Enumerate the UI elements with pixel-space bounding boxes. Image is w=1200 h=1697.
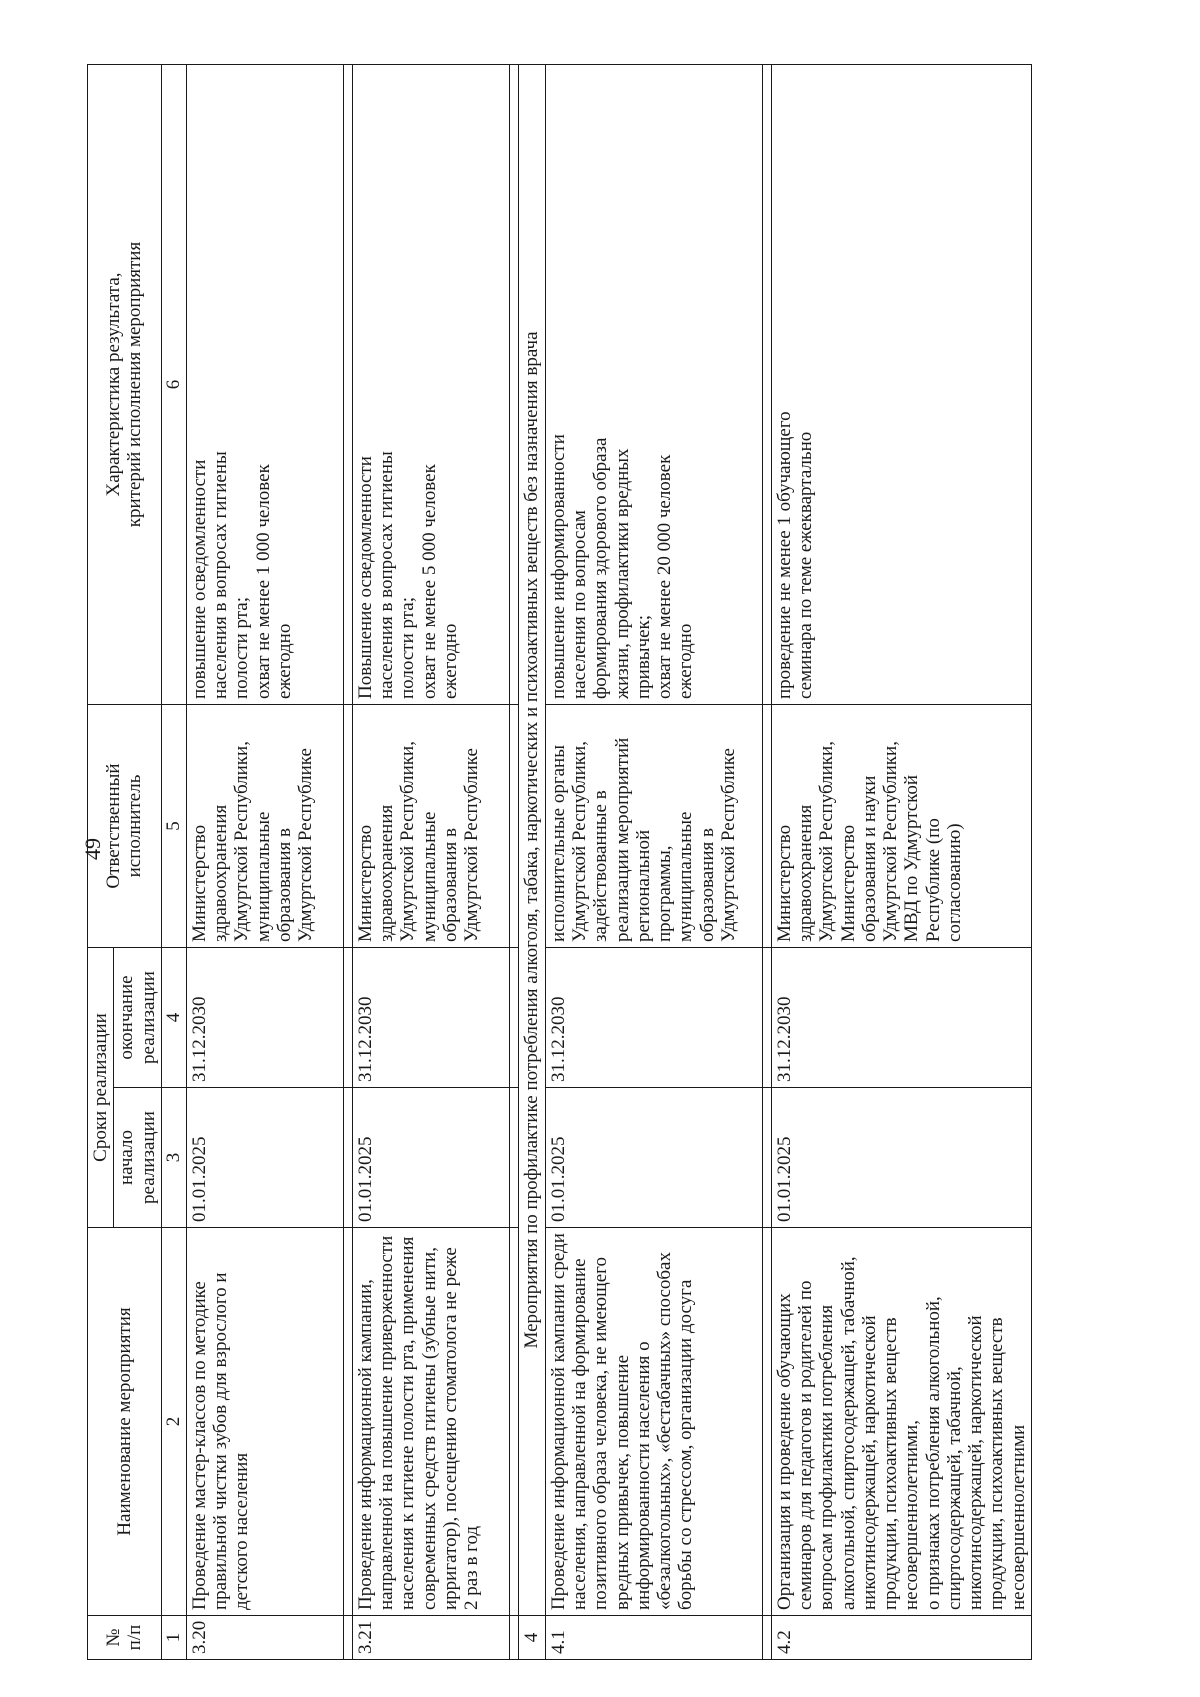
section-title: Мероприятия по профилактике потребления алкоголя, табака, наркотических и психоактивных веществ без назначения врача bbox=[518, 64, 545, 1615]
row-gap bbox=[509, 64, 518, 1659]
section-row bbox=[518, 64, 545, 1659]
table-row bbox=[545, 64, 762, 1659]
rotated-table-container bbox=[87, 65, 1144, 1660]
header-name: Наименование мероприятия bbox=[87, 1227, 161, 1615]
result: повышение осведомленности населения в вопросах гигиены полости рта; охват не менее 1 000 человек ежегодно bbox=[186, 64, 343, 704]
end-date: 31.12.2030 bbox=[545, 947, 762, 1087]
result: проведение не менее 1 обучающего семинара по теме ежеквартально bbox=[771, 64, 1031, 704]
result: Повышение осведомленности населения в вопросах гигиены полости рта; охват не менее 5 000 человек ежегодно bbox=[352, 64, 509, 704]
header-no: № п/п bbox=[87, 1615, 161, 1659]
column-number: 6 bbox=[161, 64, 186, 704]
responsible: Министерство здравоохранения Удмуртской Республики, муниципальные образования в Удмуртской Республике bbox=[352, 704, 509, 947]
measure-name: Организация и проведение обучающих семинаров для педагогов и родителей по вопросам профилактики потребления алкогольной, спиртосодержащей, табачной, никотинсодержащей, наркотической продукции, психоактивных веществ несовершеннолетними, о признаках потребления алкогольной, спиртосодержащей, табачной, никотинсодержащей, наркотической продукции, психоактивных веществ несовершеннолетними bbox=[771, 1227, 1031, 1615]
column-number: 2 bbox=[161, 1227, 186, 1615]
start-date: 01.01.2025 bbox=[186, 1087, 343, 1227]
row-number: 4.1 bbox=[545, 1615, 762, 1659]
measure-name: Проведение мастер-классов по методике правильной чистки зубов для взрослого и детского населения bbox=[186, 1227, 343, 1615]
header-responsible: Ответственный исполнитель bbox=[87, 704, 161, 947]
page-number: 49 bbox=[80, 838, 105, 860]
end-date: 31.12.2030 bbox=[771, 947, 1031, 1087]
result: повышение информированности населения по вопросам формирования здорового образа жизни, профилактики вредных привычек; охват не менее 20 000 человек ежегодно bbox=[545, 64, 762, 704]
column-number-row bbox=[161, 64, 186, 1659]
column-number: 3 bbox=[161, 1087, 186, 1227]
column-number: 1 bbox=[161, 1615, 186, 1659]
start-date: 01.01.2025 bbox=[352, 1087, 509, 1227]
table-row bbox=[186, 64, 343, 1659]
start-date: 01.01.2025 bbox=[545, 1087, 762, 1227]
column-number: 5 bbox=[161, 704, 186, 947]
responsible: Министерство здравоохранения Удмуртской Республики, Министерство образования и науки Удмуртской Республики, МВД по Удмуртской Республике (по согласованию) bbox=[771, 704, 1031, 947]
start-date: 01.01.2025 bbox=[771, 1087, 1031, 1227]
responsible: исполнительные органы Удмуртской Республики, задействованные в реализации мероприятий региональной программы, муниципальные образования в Удмуртской Республике bbox=[545, 704, 762, 947]
header-terms: Сроки реализации bbox=[87, 947, 113, 1227]
header-start: начало реализации bbox=[113, 1087, 161, 1227]
row-number: 4.2 bbox=[771, 1615, 1031, 1659]
header-result: Характеристика результата, критерий исполнения мероприятия bbox=[87, 64, 161, 704]
measure-name: Проведение информационной кампании, направленной на повышение приверженности населения к гигиене полости рта, применения современных средств гигиены (зубные нити, ирригатор), посещению стоматолога не реже 2 раз в год bbox=[352, 1227, 509, 1615]
table-row bbox=[771, 64, 1031, 1659]
row-gap bbox=[762, 64, 771, 1659]
column-number: 4 bbox=[161, 947, 186, 1087]
row-number: 3.20 bbox=[186, 1615, 343, 1659]
end-date: 31.12.2030 bbox=[352, 947, 509, 1087]
header-end: окончание реализации bbox=[113, 947, 161, 1087]
section-number: 4 bbox=[518, 1615, 545, 1659]
table-row bbox=[352, 64, 509, 1659]
measures-table bbox=[87, 64, 1032, 1660]
row-number: 3.21 bbox=[352, 1615, 509, 1659]
end-date: 31.12.2030 bbox=[186, 947, 343, 1087]
row-gap bbox=[343, 64, 352, 1659]
responsible: Министерство здравоохранения Удмуртской Республики, муниципальные образования в Удмуртской Республике bbox=[186, 704, 343, 947]
measure-name: Проведение информационной кампании среди населения, направленной на формирование позитивного образа человека, не имеющего вредных привычек, повышение информированности населения о «безалкогольных», «бестабачных» способах борьбы со стрессом, организации досуга bbox=[545, 1227, 762, 1615]
